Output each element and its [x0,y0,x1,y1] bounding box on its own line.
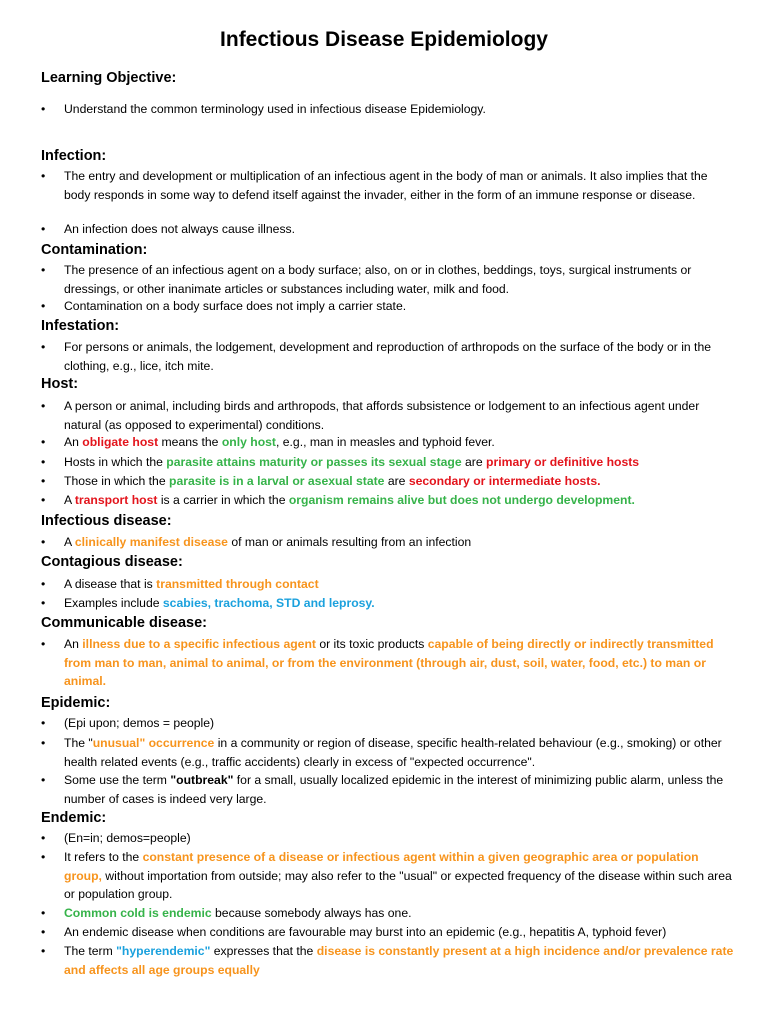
highlight-green: organism remains alive but does not undergo development. [288,493,635,507]
learning-objective-heading: Learning Objective: [41,70,177,86]
highlight-orange: disease is constantly present at a high incidence and/or prevalence rate and affects all age groups equally [64,944,734,977]
bullet-icon: • [41,596,46,610]
bullet-icon: • [41,299,46,313]
highlight-blue: "hyperendemic" [116,944,211,958]
bullet-icon: • [41,102,46,116]
communicable-disease-heading: Communicable disease: [41,615,207,631]
bullet-icon: • [41,535,46,549]
highlight-orange: clinically manifest disease [74,535,228,549]
highlight-blue: scabies, trachoma, STD and leprosy. [162,596,375,610]
host-heading: Host: [41,376,79,392]
document-page: Infectious Disease Epidemiology Learning Objective: • Understand the common terminology used in infectious disease Epidemiology. Infection: • The entry and development or multiplication of an infectious agent in the body of man or animals. It also implies that the body responds in some way to defend itself against the invader, either in the form of an immune response or disease. • An infection does not always cause illness. Contamination: • The presence of an infectious agent on a body surface; also, on or in clothes, beddings, toys, surgical instruments or dressings, or other inanimate articles or substances including water, milk and food. • Contamination on a body surface does not imply a carrier state. Infestation: • For persons or animals, the lodgement, development and reproduction of arthropods on the surface of the body or in the clothing, e.g., lice, itch mite. Host: • A person or animal, including birds and arthropods, that affords subsistence or lodgement to an infectious agent under natural (as opposed to experimental) conditions. • An obligate host means the only host, e.g., man in measles and typhoid fever. • Hosts in which the parasite attains maturity or passes its sexual stage are primary or definitive hosts • Those in which the parasite is in a larval or asexual state are secondary or intermediate hosts. • A transport host is a carrier in which the organism remains alive but does not undergo development. Infectious disease: • A clinically manifest disease of man or animals resulting from an infection Contagious disease: • A disease that is transmitted through contact • Examples include scabies, trachoma, STD and leprosy. Communicable disease: • An illness due to a specific infectious agent or its toxic products capable of being directly or indirectly transmitted from man to man, animal to animal, or from the environment (through air, dust, soil, water, food, etc.) to man or animal. Epidemic: • (Epi upon; demos = people) • The "unusual" occurrence in a community or region of disease, specific health-related behaviour (e.g., smoking) or other health related events (e.g., traffic accidents) clearly in excess of "expected occurrence". • Some use the term "outbreak" for a small, usually localized epidemic in the interest of minimizing public alarm, unless the number of cases is indeed very large. Endemic: • (En=in; demos=people) • It refers to the constant presence of a disease or infectious agent within a given geographic area or population group, without importation from outside; may also refer to the "usual" or expected frequency of the disease within such area or population group. • Common cold is endemic because somebody always has one. • An endemic disease when conditions are favourable may burst into an epidemic (e.g., hepatitis A, typhoid fever) • The term "hyperendemic" expresses that the disease is constantly present at a high incidence and/or prevalence rate and affects all age groups equally [0,0,768,1024]
contagious-disease-heading: Contagious disease: [41,554,183,570]
bullet-icon: • [41,474,46,488]
highlight-orange: constant presence of a disease or infectious agent within a given geographic area or population group, [64,850,699,883]
bullet-icon: • [41,925,46,939]
highlight-green: parasite attains maturity or passes its sexual stage [166,455,462,469]
bullet-icon: • [41,736,46,750]
highlight-orange: transmitted through contact [156,577,319,591]
bullet-icon: • [41,340,46,354]
infectious-disease-heading: Infectious disease: [41,513,172,529]
bullet-icon: • [41,716,46,730]
endemic-heading: Endemic: [41,810,107,826]
infestation-heading: Infestation: [41,318,120,334]
bullet-icon: • [41,906,46,920]
highlight-orange: illness due to a specific infectious agent [82,637,316,651]
highlight-orange: unusual" occurrence [92,736,215,750]
bullet-icon: • [41,944,46,958]
infection-heading: Infection: [41,148,107,164]
highlight-red: obligate host [82,435,159,449]
bullet-icon: • [41,637,46,651]
highlight-red: secondary or intermediate hosts. [408,474,601,488]
highlight-green: Common cold is endemic [64,906,212,920]
bullet-icon: • [41,831,46,845]
bullet-icon: • [41,773,46,787]
highlight-orange: capable of being directly or indirectly transmitted from man to man, animal to animal, or from the environment (through air, dust, soil, water, food, etc.) to man or animal. [64,637,714,689]
bullet-icon: • [41,435,46,449]
bullet-icon: • [41,263,46,277]
bullet-icon: • [41,455,46,469]
bullet-icon: • [41,169,46,183]
highlight-red: transport host [74,493,158,507]
highlight-red: primary or definitive hosts [486,455,640,469]
page-title: Infectious Disease Epidemiology [220,28,548,51]
bullet-icon: • [41,850,46,864]
epidemic-heading: Epidemic: [41,695,111,711]
bullet-icon: • [41,577,46,591]
bullet-icon: • [41,399,46,413]
bullet-icon: • [41,222,46,236]
highlight-green: only host [221,435,276,449]
highlight-green: parasite is in a larval or asexual state [169,474,385,488]
bullet-icon: • [41,493,46,507]
highlight-bold: "outbreak" [170,773,234,787]
contamination-heading: Contamination: [41,242,148,258]
